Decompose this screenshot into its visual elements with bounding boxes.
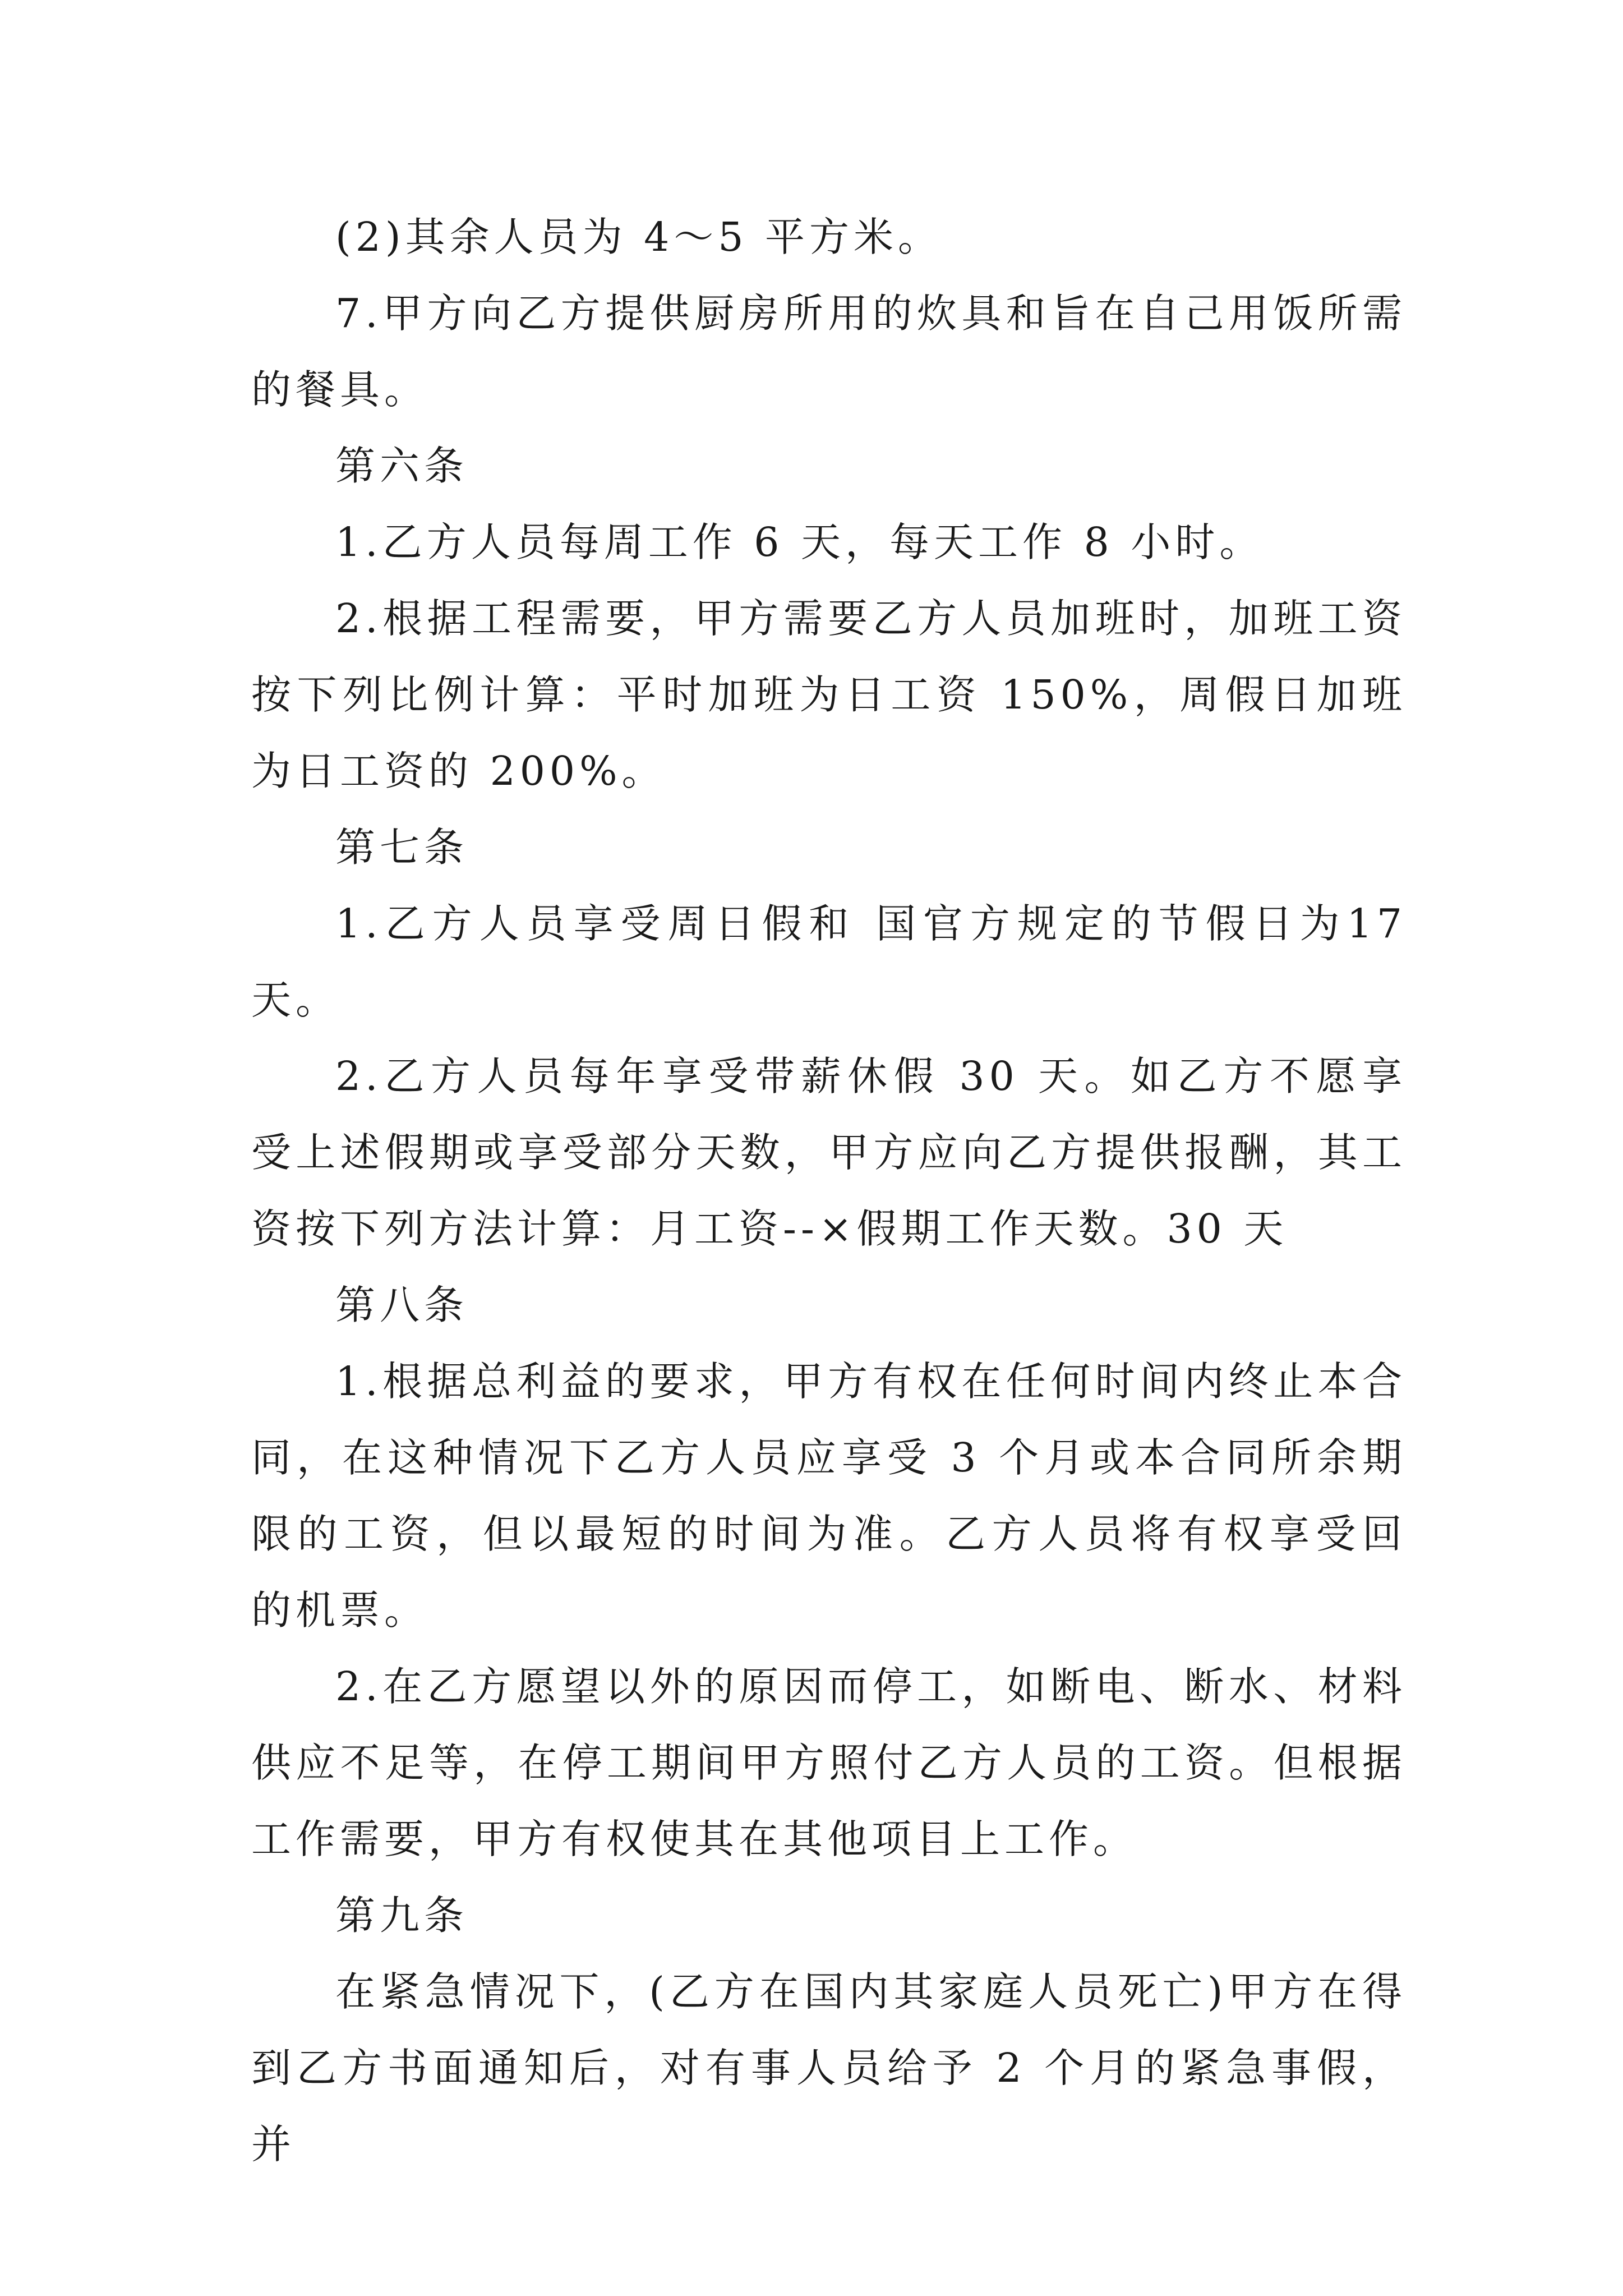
paragraph-overtime-pay: 2.根据工程需要，甲方需要乙方人员加班时，加班工资按下列比例计算：平时加班为日工资 150%，周假日加班为日工资的 200%。 bbox=[251, 595, 1407, 794]
paragraph-contract-termination: 1.根据总利益的要求，甲方有权在任何时间内终止本合同，在这种情况下乙方人员应享受 3 个月或本合同所余期限的工资，但以最短的时间为准。乙方人员将有权享受回 的机票。 bbox=[251, 1358, 1407, 1634]
paragraph-work-stoppage: 2.在乙方愿望以外的原因而停工，如断电、断水、材料供应不足等，在停工期间甲方照付乙方人员的工资。但根据工作需要，甲方有权使其在其他项目上工作。 bbox=[251, 1663, 1407, 1862]
article-six-heading: 第六条 bbox=[335, 443, 469, 489]
article-eight-heading: 第八条 bbox=[335, 1282, 469, 1328]
paragraph-kitchen-utensils: 7.甲方向乙方提供厨房所用的炊具和旨在自己用饭所需的餐具。 bbox=[251, 290, 1407, 413]
document-body bbox=[251, 199, 1407, 2183]
article-nine-heading: 第九条 bbox=[335, 1892, 469, 1939]
paragraph-emergency-leave: 在紧急情况下，(乙方在国内其家庭人员死亡)甲方在得到乙方书面通知后，对有事人员给予 2 个月的紧急事假，并 bbox=[251, 1968, 1407, 2168]
paragraph-working-hours: 1.乙方人员每周工作 6 天，每天工作 8 小时。 bbox=[335, 519, 1264, 565]
paragraph-public-holidays: 1.乙方人员享受周日假和 国官方规定的节假日为17天。 bbox=[251, 900, 1407, 1023]
article-seven-heading: 第七条 bbox=[335, 824, 469, 871]
paragraph-area-other-staff: (2)其余人员为 4～5 平方米。 bbox=[335, 214, 943, 260]
paragraph-paid-leave: 2.乙方人员每年享受带薪休假 30 天。如乙方不愿享受上述假期或享受部分天数，甲方应向乙方提供报酬，其工资按下列方法计算：月工资--×假期工作天数。30 天 bbox=[251, 1053, 1407, 1252]
